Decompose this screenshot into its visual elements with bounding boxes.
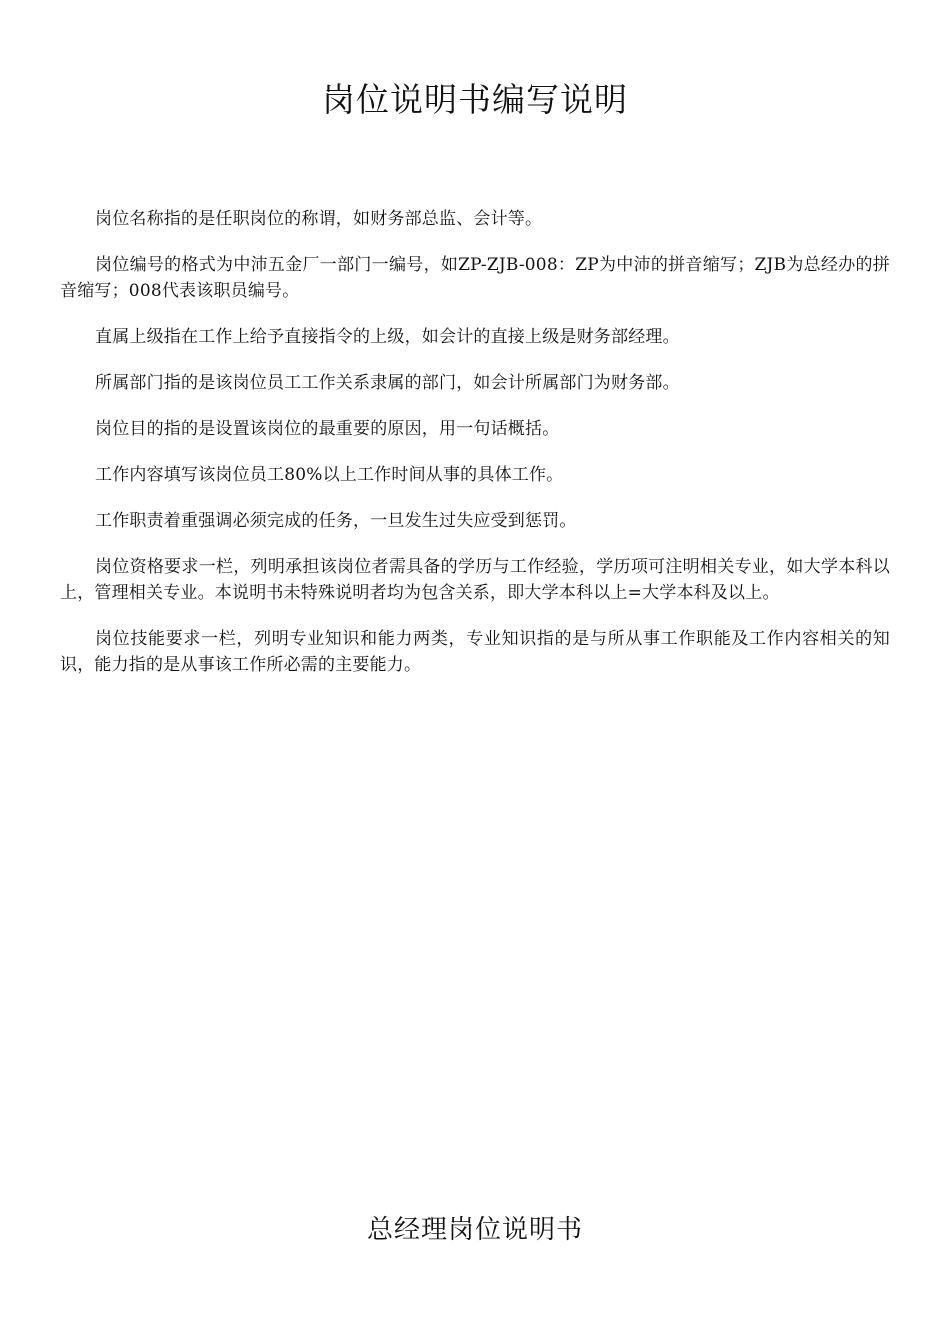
paragraph-position-name: 岗位名称指的是任职岗位的称谓，如财务部总监、会计等。 <box>95 209 543 229</box>
paragraph-department: 所属部门指的是该岗位员工工作关系隶属的部门，如会计所属部门为财务部。 <box>95 373 680 393</box>
paragraph-position-purpose: 岗位目的指的是设置该岗位的最重要的原因，用一句话概括。 <box>95 419 560 439</box>
paragraph-work-duties: 工作职责着重强调必须完成的任务，一旦发生过失应受到惩罚。 <box>95 511 577 531</box>
paragraph-direct-superior: 直属上级指在工作上给予直接指令的上级，如会计的直接上级是财务部经理。 <box>95 327 680 347</box>
document-title: 岗位说明书编写说明 <box>322 80 628 119</box>
paragraph-skill-requirements: 岗位技能要求一栏，列明专业知识和能力两类，专业知识指的是与所从事工作职能及工作内容相关的知识，能力指的是从事该工作所必需的主要能力。 <box>60 629 890 675</box>
paragraph-work-content: 工作内容填写该岗位员工80%以上工作时间从事的具体工作。 <box>95 465 564 485</box>
document-body <box>60 206 890 698</box>
paragraph-position-number: 岗位编号的格式为中沛五金厂一部门一编号，如ZP-ZJB-008：ZP为中沛的拼音缩写；ZJB为总经办的拼音缩写；008代表该职员编号。 <box>60 255 890 301</box>
section-title-general-manager: 总经理岗位说明书 <box>366 1215 583 1245</box>
paragraph-qualification-requirements: 岗位资格要求一栏，列明承担该岗位者需具备的学历与工作经验，学历项可注明相关专业，如大学本科以上，管理相关专业。本说明书未特殊说明者均为包含关系，即大学本科以上=大学本科及以上。 <box>60 557 890 603</box>
